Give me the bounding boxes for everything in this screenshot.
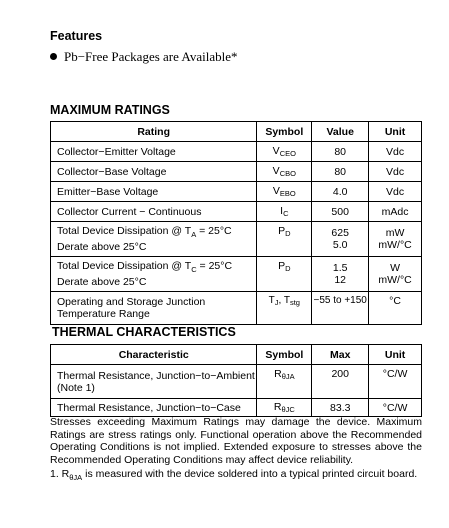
- rating-cell: Collector−Emitter Voltage: [51, 142, 257, 162]
- rating-cell: Collector Current − Continuous: [51, 202, 257, 222]
- header-unit: Unit: [369, 345, 422, 365]
- unit-cell: mW mW/°C: [369, 222, 422, 257]
- table-row: [51, 292, 422, 325]
- symbol-cell: $I_C$: [257, 202, 312, 222]
- symbol-cell: $P_D$: [257, 222, 312, 257]
- rating-cell: Emitter−Base Voltage: [51, 182, 257, 202]
- symbol-cell: $T_J$, $T_{stg}$: [257, 292, 312, 325]
- symbol-cell: $V_{CBO}$: [257, 162, 312, 182]
- value-cell: 80: [312, 162, 369, 182]
- table-row: [51, 365, 422, 399]
- thermal-heading: THERMAL CHARACTERISTICS: [52, 325, 236, 339]
- unit-cell: Vdc: [369, 162, 422, 182]
- header-symbol: Symbol: [257, 122, 312, 142]
- thermal-table: [50, 344, 422, 417]
- unit-cell: °C: [369, 292, 422, 325]
- unit-cell: Vdc: [369, 182, 422, 202]
- max-cell: 83.3: [312, 399, 369, 417]
- unit-cell: W mW/°C: [369, 257, 422, 292]
- value-cell: 4.0: [312, 182, 369, 202]
- unit-cell: °C/W: [369, 365, 422, 399]
- unit-cell: °C/W: [369, 399, 422, 417]
- value-cell: 625 5.0: [312, 222, 369, 257]
- table-row: [51, 182, 422, 202]
- stress-note: Stresses exceeding Maximum Ratings may damage the device. Maximum Ratings are stress ratings only. Functional operation above the Recommended Operating Conditions is not implied. Extended exposure to stresses above the Recommended Operating Conditions may affect device reliability.: [50, 416, 422, 466]
- rating-cell: Total Device Dissipation @ $T_A = 25^\circ C$ Derate above 25°C: [51, 222, 257, 257]
- value-cell: −55 to +150: [312, 292, 369, 325]
- header-unit: Unit: [369, 122, 422, 142]
- max-ratings-heading: MAXIMUM RATINGS: [50, 103, 170, 117]
- features-heading: Features: [50, 29, 103, 43]
- unit-cell: mAdc: [369, 202, 422, 222]
- characteristic-cell: Thermal Resistance, Junction−to−Case: [51, 399, 257, 417]
- symbol-cell: $R_{\theta JA}$: [257, 365, 312, 399]
- table-row: [51, 142, 422, 162]
- header-symbol: Symbol: [257, 345, 312, 365]
- feature-text: Pb−Free Packages are Available*: [64, 49, 238, 64]
- value-cell: 1.5 12: [312, 257, 369, 292]
- table-row: [51, 257, 422, 292]
- rating-cell: Total Device Dissipation @ $T_C = 25^\circ C$ Derate above 25°C: [51, 257, 257, 292]
- value-cell: 80: [312, 142, 369, 162]
- header-characteristic: Characteristic: [51, 345, 257, 365]
- table-row: [51, 202, 422, 222]
- symbol-cell: $P_D$: [257, 257, 312, 292]
- bullet-icon: [50, 53, 57, 60]
- max-ratings-table: [50, 121, 422, 325]
- table-row: [51, 162, 422, 182]
- feature-item: [50, 49, 238, 65]
- header-max: Max: [312, 345, 369, 365]
- symbol-cell: $V_{CEO}$: [257, 142, 312, 162]
- unit-cell: Vdc: [369, 142, 422, 162]
- header-value: Value: [312, 122, 369, 142]
- symbol-cell: $V_{EBO}$: [257, 182, 312, 202]
- rating-cell: Collector−Base Voltage: [51, 162, 257, 182]
- table-row: [51, 222, 422, 257]
- rating-cell: Operating and Storage Junction Temperature Range: [51, 292, 257, 325]
- characteristic-cell: Thermal Resistance, Junction−to−Ambient (Note 1): [51, 365, 257, 399]
- symbol-cell: $R_{\theta JC}$: [257, 399, 312, 417]
- footnote-1: 1. $R_{\theta JA}$ is measured with the device soldered into a typical printed circuit board.: [50, 468, 418, 483]
- max-cell: 200: [312, 365, 369, 399]
- header-rating: Rating: [51, 122, 257, 142]
- table-row: [51, 399, 422, 417]
- value-cell: 500: [312, 202, 369, 222]
